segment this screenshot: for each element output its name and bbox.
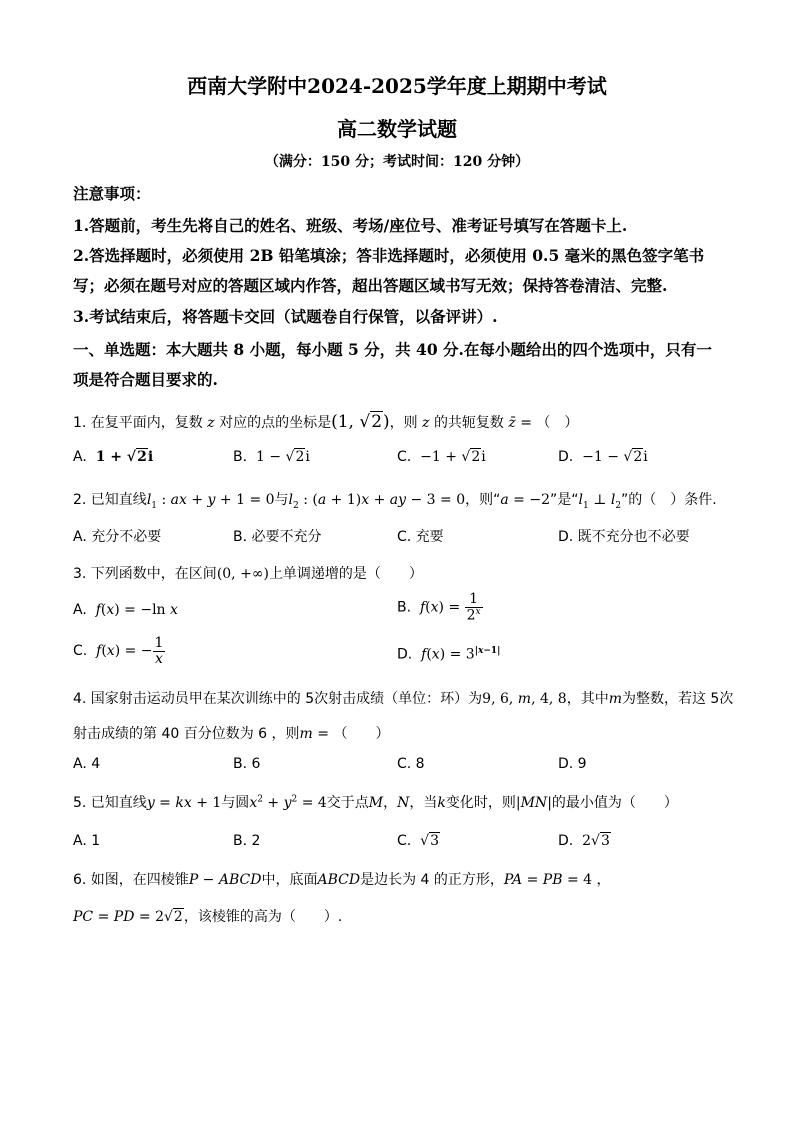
question-3-option-a[interactable]: A. f(x) = −ln x xyxy=(73,602,178,618)
question-4-stem-line-2: 射击成绩的第 40 百分位数为 6 ，则m = （ ） xyxy=(73,726,390,742)
exam-subject: 高二数学试题 xyxy=(337,117,457,141)
notes-heading: 注意事项： xyxy=(73,184,151,203)
question-5-option-d[interactable]: D. 2√3 xyxy=(558,833,610,849)
question-3-stem: 3. 下列函数中，在区间(0, +∞)上单调递增的是（ ） xyxy=(73,566,423,582)
question-6-stem-line-1: 6. 如图，在四棱锥P − ABCD中，底面ABCD是边长为 4 的正方形，PA = PB = 4 ， xyxy=(73,872,611,888)
question-2-option-b[interactable]: B. 必要不充分 xyxy=(233,529,322,545)
exam-title: 西南大学附中2024-2025学年度上期期中考试 xyxy=(187,74,607,98)
exam-info: （满分：150 分；考试时间：120 分钟） xyxy=(264,154,530,170)
question-2-option-a[interactable]: A. 充分不必要 xyxy=(73,529,162,545)
section-1-line-1: 一、单选题：本大题共 8 小题，每小题 5 分，共 40 分.在每小题给出的四个选项中，只有一 xyxy=(73,340,712,359)
notes-item-2-line-1: 2.答选择题时，必须使用 2B 铅笔填涂；答非选择题时，必须使用 0.5 毫米的黑色签字笔书 xyxy=(73,246,705,265)
question-3-option-c[interactable]: C. f(x) = − $\frac{1}{x}$ xyxy=(73,635,164,667)
question-2-option-d[interactable]: D. 既不充分也不必要 xyxy=(558,529,690,545)
question-1-option-d[interactable]: D. −1 − √2i xyxy=(558,449,648,465)
section-1-line-2: 项是符合题目要求的. xyxy=(73,370,218,389)
question-5-option-b[interactable]: B. 2 xyxy=(233,833,261,849)
question-4-option-a[interactable]: A. 4 xyxy=(73,756,101,772)
question-4-stem-line-1: 4. 国家射击运动员甲在某次训练中的 5次射击成绩（单位：环）为9, 6, m, 4, 8，其中m为整数，若这 5次 xyxy=(73,691,734,707)
question-2-stem: 2. 已知直线$l_1$ : ax + y + 1 = 0与$l_2$ : (a + 1)x + ay − 3 = 0，则“a = −2”是“$l_1$ ⊥ $l_2$”的（ ）条件. xyxy=(73,492,717,511)
notes-item-1: 1.答题前，考生先将自己的姓名、班级、考场/座位号、准考证号填写在答题卡上. xyxy=(73,216,628,235)
question-4-option-c[interactable]: C. 8 xyxy=(397,756,425,772)
question-1-stem: 1. 在复平面内，复数 z 对应的点的坐标是(1, √2)，则 z 的共轭复数 z̄ = （ ） xyxy=(73,412,579,432)
question-2-option-c[interactable]: C. 充要 xyxy=(397,529,444,545)
question-1-option-a[interactable]: A. 1 + √2i xyxy=(73,449,154,465)
question-1-option-b[interactable]: B. 1 − √2i xyxy=(233,449,310,465)
question-3-option-b[interactable]: B. f(x) = $\frac{1}{2^x}$ xyxy=(397,591,481,624)
question-5-option-a[interactable]: A. 1 xyxy=(73,833,101,849)
question-3-option-d[interactable]: D. $f(x) = 3^{|x-1|}$ xyxy=(397,646,501,663)
notes-item-3: 3.考试结束后，将答题卡交回（试题卷自行保管，以备评讲）. xyxy=(73,307,498,326)
question-5-option-c[interactable]: C. √3 xyxy=(397,833,439,849)
question-6-stem-line-2: PC = PD = 2√2，该棱锥的高为（ ）. xyxy=(73,909,343,925)
question-1-option-c[interactable]: C. −1 + √2i xyxy=(397,449,486,465)
question-5-stem: 5. 已知直线y = kx + 1与圆$x^2 + y^2 = 4$交于点M，N，当k变化时，则|MN|的最小值为（ ） xyxy=(73,794,678,811)
notes-item-2-line-2: 写；必须在题号对应的答题区域内作答，超出答题区域书写无效；保持答卷清洁、完整. xyxy=(73,276,668,295)
question-4-option-b[interactable]: B. 6 xyxy=(233,756,261,772)
question-4-option-d[interactable]: D. 9 xyxy=(558,756,587,772)
